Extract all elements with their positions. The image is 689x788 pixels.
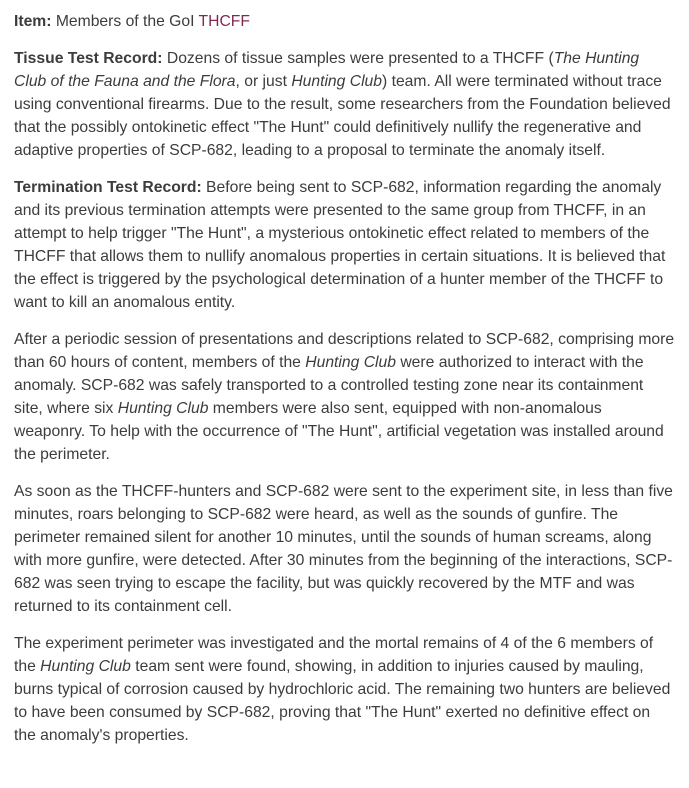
text-run: Dozens of tissue samples were presented to a THCFF ( [162, 50, 554, 67]
bold-label: Item: [14, 13, 52, 30]
text-run: members were also sent, equipped with non-anomalous weaponry. To help with the occurrence of "The Hunt", artificial vegetation was installed around the perimeter. [14, 400, 664, 463]
text-run: ) team. All were terminated without trace using conventional firearms. Due to the result, some researchers from the Foundation believed that the possibly ontokinetic effect "The Hunt" could definitively nullify the regenerative and adaptive properties of SCP-682, leading to a proposal to terminate the anomaly itself. [14, 73, 671, 159]
text-run: team sent were found, showing, in addition to injuries caused by mauling, burns typical of corrosion caused by hydrochloric acid. The remaining two hunters are believed to have been consumed by SCP-682, proving that "The Hunt" exerted no definitive effect on the anomaly's properties. [14, 658, 671, 744]
termination-test-record [14, 176, 675, 314]
presentation-session-paragraph [14, 328, 675, 466]
italic-text: Hunting Club [117, 400, 209, 417]
italic-text: Hunting Club [40, 658, 131, 675]
tissue-test-record [14, 47, 675, 162]
experiment-events-paragraph [14, 480, 675, 618]
aftermath-paragraph [14, 632, 675, 747]
text-run: Before being sent to SCP-682, information regarding the anomaly and its previous termination attempts were presented to the same group from THCFF, in an attempt to help trigger "The Hunt", a mysterious ontokinetic effect related to members of the THCFF that allows them to nullify anomalous properties in certain situations. It is believed that the effect is triggered by the psychological determination of a hunter member of the THCFF to want to kill an anomalous entity. [14, 179, 666, 311]
text-run: After a periodic session of presentations and descriptions related to SCP-682, comprising more than 60 hours of content, members of the [14, 331, 675, 371]
bold-label: Tissue Test Record: [14, 50, 163, 67]
article-body [14, 10, 675, 747]
italic-text: Hunting Club [291, 73, 383, 90]
text-run: As soon as the THCFF-hunters and SCP-682 were sent to the experiment site, in less than five minutes, roars belonging to SCP-682 were heard, as well as the sounds of gunfire. The perimeter remained silent for another 10 minutes, until the sounds of human screams, along with more gunfire, were detected. After 30 minutes from the beginning of the interactions, SCP-682 was seen trying to escape the facility, but was quickly recovered by the MTF and was returned to its containment cell. [14, 483, 673, 615]
text-run: The experiment perimeter was investigated and the mortal remains of 4 of the 6 members of the [14, 635, 654, 675]
item-line [14, 10, 675, 33]
text-run: , or just [235, 73, 292, 90]
text-run: were authorized to interact with the anomaly. SCP-682 was safely transported to a controlled testing zone near its containment site, where six [14, 354, 644, 417]
italic-text: Hunting Club [305, 354, 396, 371]
italic-text: The Hunting Club of the Fauna and the Flora [14, 50, 640, 90]
thcff-link[interactable]: THCFF [198, 13, 250, 30]
bold-label: Termination Test Record: [14, 179, 202, 196]
text-run: Members of the GoI [51, 13, 199, 30]
